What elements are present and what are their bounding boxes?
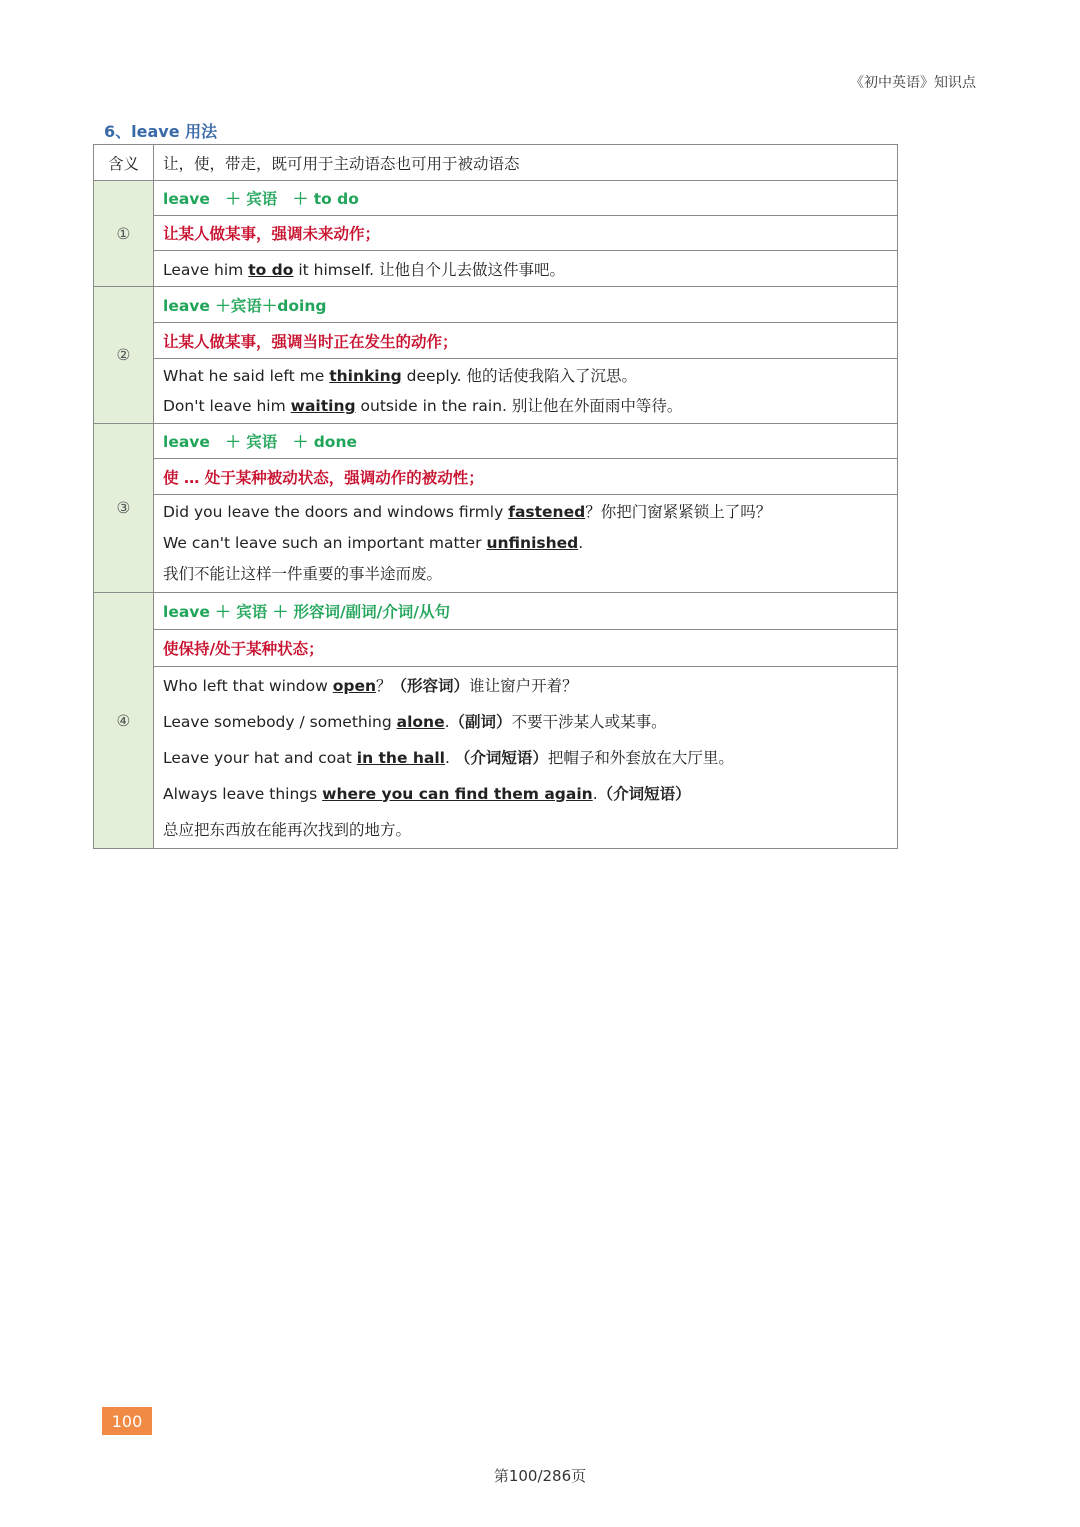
usage-group-3-pattern-row: [94, 424, 898, 459]
usage-meaning-2: 让某人做某事，强调当时正在发生的动作；: [154, 323, 898, 359]
usage-group-1-example-row: [94, 251, 898, 287]
example-sentence: Did you leave the doors and windows firmly fastened？你把门窗紧紧锁上了吗？: [163, 503, 772, 521]
example-translation: 我们不能让这样一件重要的事半途而废。: [163, 565, 443, 583]
leave-usage-table: [93, 144, 898, 849]
example-sentence: Leave him to do it himself. 让他自个儿去做这件事吧。: [163, 260, 565, 279]
usage-number-2: ②: [94, 287, 154, 424]
usage-examples-4: [154, 667, 898, 849]
usage-group-1-meaning-row: [94, 216, 898, 251]
example-sentence: Don't leave him waiting outside in the rain. 别让他在外面雨中等待。: [163, 397, 683, 415]
usage-examples-2: [154, 359, 898, 424]
usage-number-3: ③: [94, 424, 154, 593]
usage-examples-1: [154, 251, 898, 287]
usage-group-3-example-row: [94, 495, 898, 593]
document-title: 《初中英语》知识点: [850, 75, 976, 91]
usage-meaning-3: 使 … 处于某种被动状态，强调动作的被动性；: [154, 459, 898, 495]
usage-group-4-meaning-row: [94, 630, 898, 667]
page-indicator: 第100/286页: [493, 1467, 587, 1485]
example-sentence: What he said left me thinking deeply. 他的话使我陷入了沉思。: [163, 367, 638, 385]
usage-pattern-3: leave ＋ 宾语 ＋ done: [154, 424, 898, 459]
example-sentence: Who left that window open？（形容词）谁让窗户开着？: [163, 676, 578, 695]
example-sentence: Leave somebody / something alone.（副词）不要干涉某人或某事。: [163, 712, 667, 731]
usage-group-4-example-row: [94, 667, 898, 849]
usage-number-4: ④: [94, 593, 154, 849]
usage-group-1-pattern-row: [94, 181, 898, 216]
usage-group-4-pattern-row: [94, 593, 898, 630]
section-title: 6、leave 用法: [104, 122, 218, 141]
example-sentence: Always leave things where you can find them again.（介词短语）: [163, 784, 691, 803]
usage-group-2-pattern-row: [94, 287, 898, 323]
meaning-label: 含义: [94, 145, 154, 181]
example-sentence: We can't leave such an important matter unfinished.: [163, 534, 584, 552]
usage-meaning-4: 使保持/处于某种状态；: [154, 630, 898, 667]
usage-group-2-meaning-row: [94, 323, 898, 359]
usage-group-3-meaning-row: [94, 459, 898, 495]
usage-group-2-example-row: [94, 359, 898, 424]
usage-pattern-1: leave ＋ 宾语 ＋ to do: [154, 181, 898, 216]
usage-number-1: ①: [94, 181, 154, 287]
meaning-text: 让，使，带走，既可用于主动语态也可用于被动语态: [154, 145, 898, 181]
usage-examples-3: [154, 495, 898, 593]
usage-pattern-2: leave ＋宾语＋doing: [154, 287, 898, 323]
page-number-badge: 100: [102, 1407, 152, 1435]
example-translation: 总应把东西放在能再次找到的地方。: [163, 820, 412, 839]
usage-pattern-4: leave ＋ 宾语 ＋ 形容词/副词/介词/从句: [154, 593, 898, 630]
meaning-row: [94, 145, 898, 181]
example-sentence: Leave your hat and coat in the hall. （介词短语）把帽子和外套放在大厅里。: [163, 748, 734, 767]
usage-meaning-1: 让某人做某事，强调未来动作；: [154, 216, 898, 251]
